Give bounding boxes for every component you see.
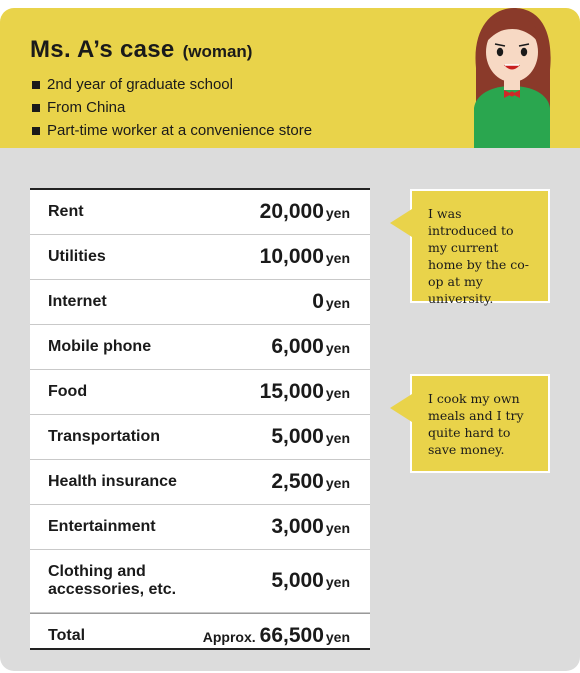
item-amount: 10,000	[259, 245, 324, 268]
item-label-line: Clothing and	[48, 563, 146, 580]
total-prefix: Approx.	[202, 628, 256, 645]
item-amount: 3,000	[271, 515, 324, 538]
bullet-item	[32, 73, 312, 96]
item-unit: yen	[325, 385, 350, 401]
item-amount: 0	[312, 290, 324, 313]
item-unit: yen	[325, 574, 350, 590]
item-value	[271, 335, 350, 359]
square-bullet-icon	[32, 81, 40, 89]
item-label: Utilities	[48, 248, 106, 265]
item-amount: 2,500	[271, 470, 324, 493]
case-subtitle: (woman)	[182, 42, 253, 61]
table-row	[30, 280, 370, 325]
item-value	[271, 569, 350, 593]
bullet-item	[32, 96, 312, 119]
speech-bubble	[410, 189, 550, 306]
item-unit: yen	[325, 520, 350, 536]
speech-tail-icon	[390, 209, 412, 237]
bullet-text: 2nd year of graduate school	[47, 76, 233, 93]
item-amount: 5,000	[271, 569, 324, 592]
total-value	[203, 624, 350, 648]
table-row	[30, 235, 370, 280]
speech-bubble	[410, 374, 550, 473]
table-row	[30, 370, 370, 415]
total-label: Total	[48, 626, 86, 644]
table-row	[30, 415, 370, 460]
case-header	[0, 8, 580, 148]
bullet-text: From China	[47, 99, 126, 116]
table-row	[30, 460, 370, 505]
item-label-line: accessories, etc.	[48, 581, 177, 598]
item-unit: yen	[325, 340, 350, 356]
item-value	[271, 425, 350, 449]
total-row	[30, 613, 370, 657]
speech-text: I was introduced to my current home by the co-op at my university.	[428, 206, 530, 306]
expense-table	[30, 188, 370, 650]
item-label: Health insurance	[48, 473, 177, 490]
item-unit: yen	[325, 205, 350, 221]
item-unit: yen	[325, 250, 350, 266]
title-row	[30, 36, 252, 64]
item-value	[260, 245, 350, 269]
item-amount: 15,000	[259, 380, 324, 403]
item-unit: yen	[325, 295, 350, 311]
square-bullet-icon	[32, 104, 40, 112]
bullet-text: Part-time worker at a convenience store	[47, 122, 313, 139]
speech-text: I cook my own meals and I try quite hard to save money.	[428, 391, 524, 457]
woman-avatar-icon	[462, 8, 562, 156]
item-value	[271, 515, 350, 539]
table-row	[30, 550, 370, 613]
item-label: Food	[48, 383, 88, 400]
item-label: Mobile phone	[48, 338, 152, 355]
item-unit: yen	[325, 430, 350, 446]
bullet-item	[32, 119, 312, 142]
case-title: Ms. A’s case	[30, 36, 175, 63]
item-label: Internet	[48, 293, 107, 310]
speech-tail-icon	[390, 394, 412, 422]
total-amount: 66,500	[259, 623, 324, 647]
item-amount: 6,000	[271, 335, 324, 358]
item-value	[312, 290, 350, 314]
table-row	[30, 190, 370, 235]
table-row	[30, 325, 370, 370]
item-label: Transportation	[48, 428, 161, 445]
item-label: Entertainment	[48, 518, 156, 535]
item-value	[271, 470, 350, 494]
profile-bullets	[32, 73, 312, 142]
item-amount: 20,000	[259, 200, 324, 223]
item-value	[260, 380, 350, 404]
item-unit: yen	[325, 475, 350, 491]
table-row	[30, 505, 370, 550]
square-bullet-icon	[32, 127, 40, 135]
item-value	[260, 200, 350, 224]
total-unit: yen	[325, 628, 350, 645]
item-label	[48, 563, 176, 599]
item-label: Rent	[48, 203, 84, 220]
item-amount: 5,000	[271, 425, 324, 448]
